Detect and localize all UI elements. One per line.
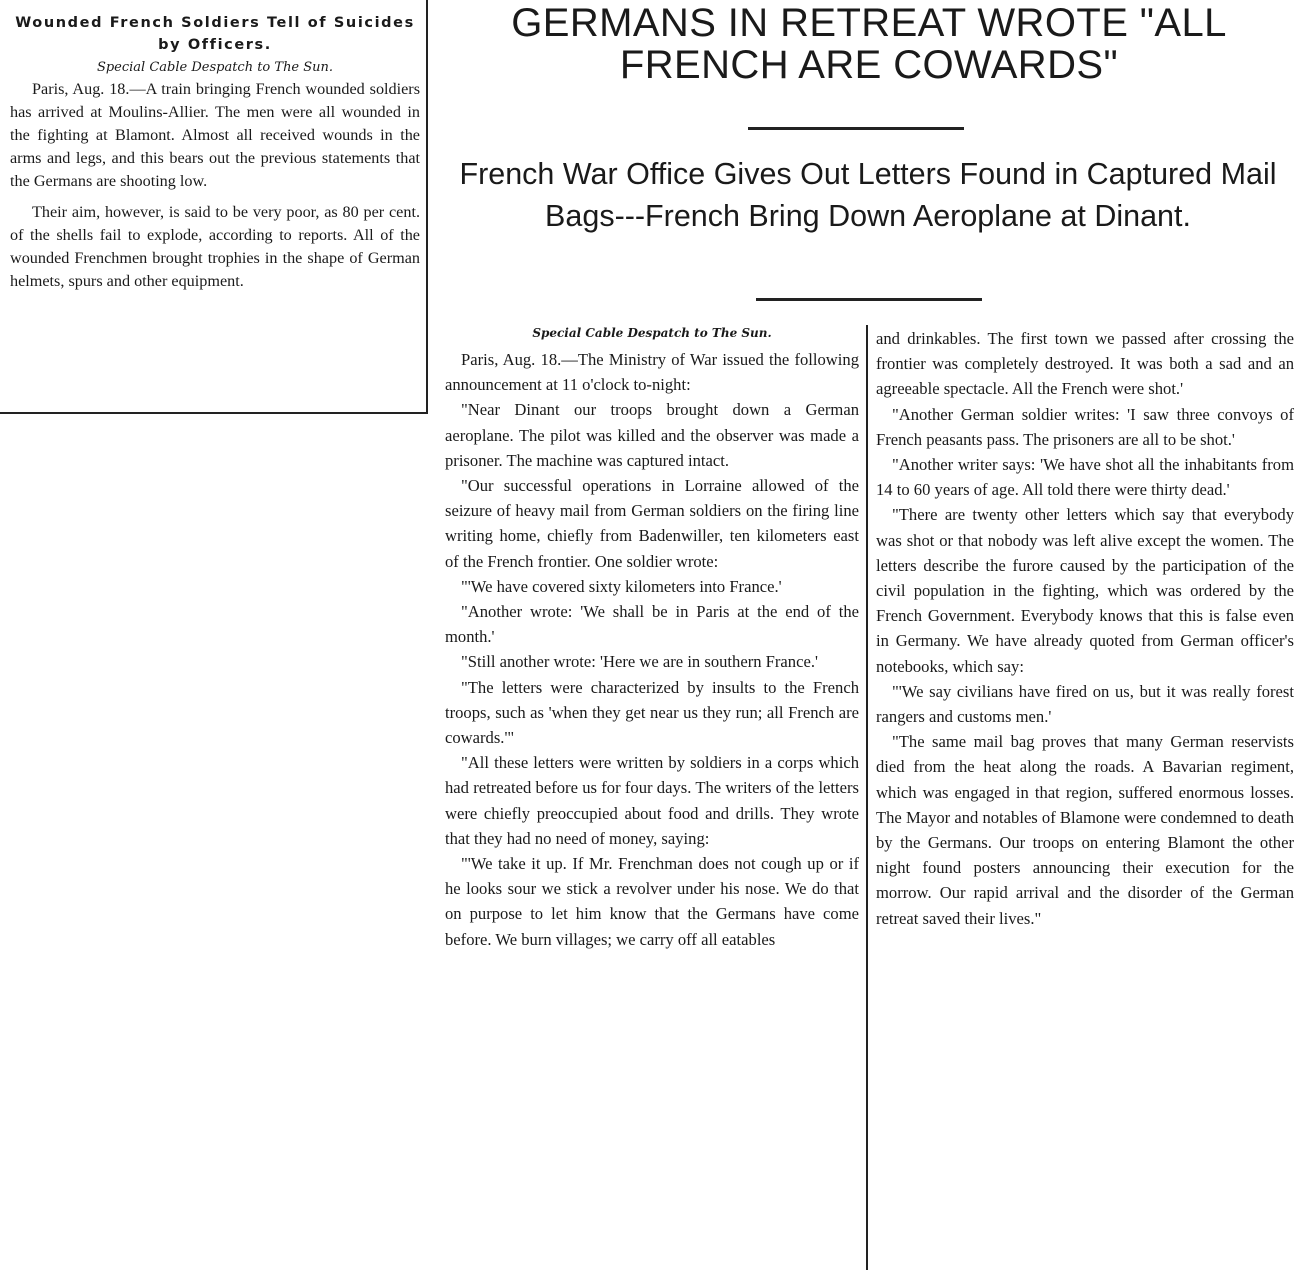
column-paragraph: "There are twenty other letters which say that everybody was shot or that nobody was left alive except the women. The letters describe the furore caused by the participation of the civil population in the fighting, which was ordered by the French Government. Everybody knows that this is false even in Germany. We have already quoted from German officer's notebooks, which say: — [876, 505, 1294, 676]
column-paragraph: "The same mail bag proves that many German reservists died from the heat along the roads. A Bavarian regiment, which was engaged in that region, suffered enormous losses. The Mayor and notables of Blamone were condemned to death by the Germans. Our troops on entering Blamont the other night found posters announcing their execution for the morrow. Our rapid arrival and the disorder of the German retreat saved their lives." — [876, 732, 1294, 928]
left-article-paragraph: Their aim, however, is said to be very poor, as 80 per cent. of the shells fail to explode, according to reports. All of the wounded Frenchmen brought trophies in the shape of German helmets, spurs and other equipment. — [10, 203, 420, 290]
subheadline-rule — [756, 298, 982, 301]
column-paragraph: "The letters were characterized by insults to the French troops, such as 'when they get near us they run; all French are cowards.'" — [445, 677, 859, 748]
column-paragraph: "'We have covered sixty kilometers into France.' — [461, 576, 782, 596]
column-paragraph: and drinkables. The first town we passed after crossing the frontier was completely destroyed. It was both a sad and an agreeable spectacle. All the French were shot.' — [876, 329, 1294, 399]
left-article-content — [10, 12, 420, 293]
column-paragraph: "Another writer says: 'We have shot all the inhabitants from 14 to 60 years of age. All told there were thirty dead.' — [876, 455, 1294, 500]
left-article-headline: Wounded French Soldiers Tell of Suicides by Officers. — [15, 15, 415, 53]
column-paragraph: "'We take it up. If Mr. Frenchman does not cough up or if he looks sour we stick a revolver under his nose. We do that on purpose to let him know that the Germans have come before. We burn villages; we carry off all eatables — [445, 854, 859, 949]
column-paragraph: "Near Dinant our troops brought down a German aeroplane. The pilot was killed and the observer was made a prisoner. The machine was captured intact. — [445, 400, 859, 470]
column-paragraph: "Another wrote: 'We shall be in Paris at the end of the month.' — [445, 602, 859, 647]
article-column-2 — [876, 326, 1294, 931]
column-paragraph: "'We say civilians have fired on us, but it was really forest rangers and customs men.' — [876, 681, 1294, 727]
main-article-dateline: Special Cable Despatch to The Sun. — [532, 326, 772, 340]
left-article-paragraph: Paris, Aug. 18.—A train bringing French wounded soldiers has arrived at Moulins-Allier. The men were all wounded in the fighting at Blamont. Almost all received wounds in the arms and legs, and this bears out the previous statements that the Germans are shooting low. — [10, 80, 420, 190]
left-article — [0, 0, 428, 414]
left-article-dateline: Special Cable Despatch to The Sun. — [96, 60, 334, 75]
column-divider — [866, 325, 868, 1270]
column-paragraph: "Our successful operations in Lorraine allowed of the seizure of heavy mail from German soldiers on the firing line writing home, chiefly from Badenwiller, ten kilometers east of the French frontier. One soldier wrote: — [445, 476, 859, 571]
main-headline: GERMANS IN RETREAT WROTE "ALL FRENCH ARE COWARDS" — [511, 1, 1227, 87]
column-paragraph: "Another German soldier writes: 'I saw three convoys of French peasants pass. The prisoners are all to be shot.' — [876, 404, 1294, 449]
main-subheadline: French War Office Gives Out Letters Found in Captured Mail Bags---French Bring Down Aeroplane at Dinant. — [459, 157, 1277, 233]
article-column-1 — [445, 325, 859, 952]
column-paragraph: "Still another wrote: 'Here we are in southern France.' — [461, 652, 818, 672]
column-paragraph: Paris, Aug. 18.—The Ministry of War issued the following announcement at 11 o'clock to-night: — [445, 350, 859, 395]
column-paragraph: "All these letters were written by soldiers in a corps which had retreated before us for four days. The writers of the letters were chiefly preoccupied about food and drills. They wrote that they had no need of money, saying: — [445, 753, 859, 848]
headline-rule — [748, 127, 964, 130]
